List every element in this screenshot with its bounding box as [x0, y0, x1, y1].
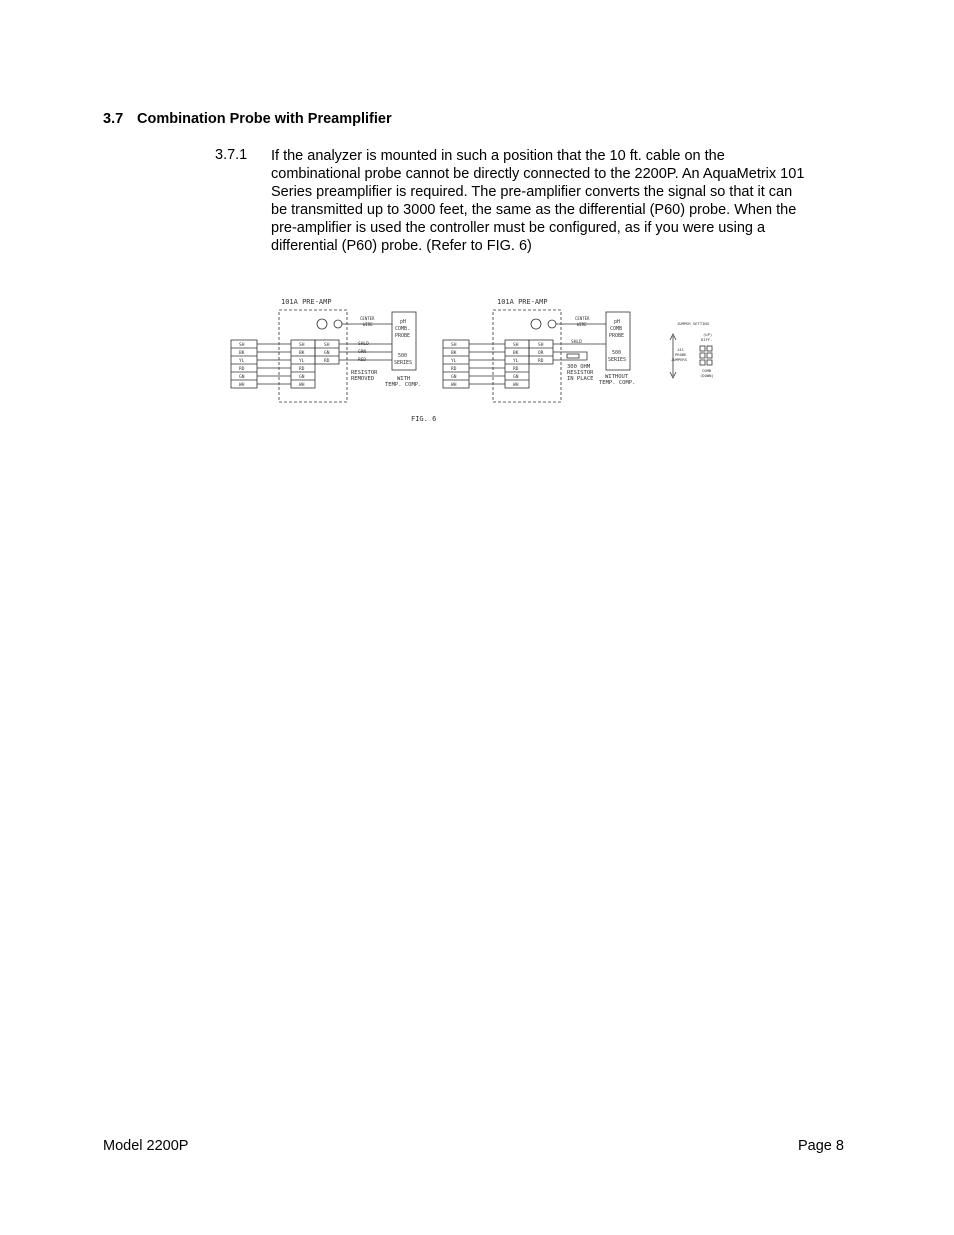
- left-terminal-label: GN: [239, 375, 245, 380]
- left-connector-icon: [334, 320, 342, 328]
- jumper-down-label: COMB: [702, 368, 712, 373]
- left-terminal-label: YL: [239, 359, 245, 364]
- left-note: RESISTOR: [351, 370, 378, 376]
- left-wire-name: SHLD: [358, 342, 369, 347]
- right-note: TEMP. COMP.: [599, 380, 636, 386]
- right-preamp-title: 101A PRE-AMP: [497, 298, 548, 306]
- wiring-diagram-figure: [225, 290, 725, 430]
- right-mid-label: RD: [513, 367, 519, 372]
- left-mid-label: BK: [299, 351, 305, 356]
- left-terminal-label: WH: [239, 383, 245, 388]
- right-terminal-label: YL: [451, 359, 457, 364]
- left-right-label: GN: [324, 351, 330, 356]
- right-probe-label: pH: [614, 319, 621, 325]
- left-wire-name: GRN: [358, 350, 367, 355]
- resistor-icon: [567, 354, 579, 358]
- left-probe-label: COMB.: [395, 326, 411, 332]
- left-wire-name: RED: [358, 358, 367, 363]
- jumper-side-label: J41: [677, 347, 684, 352]
- left-right-label: SH: [324, 343, 330, 348]
- left-right-label: RD: [324, 359, 330, 364]
- left-mid-label: GN: [299, 375, 305, 380]
- left-terminal-label: BK: [239, 351, 245, 356]
- section-heading: [103, 111, 392, 127]
- left-preamp-title: 101A PRE-AMP: [281, 298, 332, 306]
- paragraph-line: be transmitted up to 3000 feet, the same as the differential (P60) probe. When the: [271, 202, 797, 218]
- paragraph-line: If the analyzer is mounted in such a position that the 10 ft. cable on the: [271, 148, 725, 164]
- left-mid-label: RD: [299, 367, 305, 372]
- left-terminal-label: SH: [239, 343, 245, 348]
- right-terminal-label: RD: [451, 367, 457, 372]
- jumper-down-label: (DOWN): [700, 373, 714, 378]
- paragraph-body: [271, 147, 846, 255]
- left-probe-label: PROBE: [395, 333, 411, 339]
- right-wire-label: CENTER: [575, 316, 590, 321]
- paragraph-line: differential (P60) probe. (Refer to FIG. 6): [271, 238, 532, 254]
- right-note: WITHOUT: [605, 374, 629, 380]
- right-mid-label: SH: [513, 343, 519, 348]
- left-connector-icon: [317, 319, 327, 329]
- left-wire-label: CENTER: [360, 316, 375, 321]
- left-note: WITH: [397, 376, 411, 382]
- right-note: IN PLACE: [567, 376, 594, 382]
- left-note: TEMP. COMP.: [385, 382, 422, 388]
- paragraph-line: combinational probe cannot be directly connected to the 2200P. An AquaMetrix 101: [271, 166, 805, 182]
- left-probe-label: pH: [400, 319, 407, 325]
- right-note: 300 OHM: [567, 364, 591, 370]
- right-mid-label: WH: [513, 383, 519, 388]
- right-right-label: OR: [538, 351, 544, 356]
- jumper-side-label: PROBE: [675, 352, 687, 357]
- right-terminal-label: SH: [451, 343, 457, 348]
- footer-page-number: Page 8: [798, 1138, 844, 1154]
- right-right-label: RD: [538, 359, 544, 364]
- right-connector-icon: [531, 319, 541, 329]
- left-wire-label: WIRE: [363, 322, 373, 327]
- left-terminal-label: RD: [239, 367, 245, 372]
- right-series-label: SERIES: [608, 357, 627, 363]
- right-right-label: SH: [538, 343, 544, 348]
- left-series-label: 500: [398, 353, 408, 359]
- right-probe-label: COMB: [610, 326, 623, 332]
- paragraph-line: Series preamplifier is required. The pre-amplifier converts the signal so that it can: [271, 184, 793, 200]
- jumper-up-label: DIFF.: [701, 337, 713, 342]
- right-mid-label: BK: [513, 351, 519, 356]
- footer-model: Model 2200P: [103, 1138, 189, 1154]
- right-series-label: 500: [612, 350, 622, 356]
- right-terminal-label: WH: [451, 383, 457, 388]
- right-wire-label: WIRE: [577, 322, 587, 327]
- right-terminal-label: GN: [451, 375, 457, 380]
- jumper-title: JUMPER SETTING: [677, 321, 710, 326]
- jumper-up-label: (UP): [703, 332, 713, 337]
- right-terminal-label: BK: [451, 351, 457, 356]
- jumper-side-label: JUMPERS: [671, 357, 688, 362]
- right-mid-label: GN: [513, 375, 519, 380]
- paragraph-line: pre-amplifier is used the controller must be configured, as if you were using a: [271, 220, 766, 236]
- section-number: 3.7: [103, 111, 124, 127]
- left-note: REMOVED: [351, 376, 375, 382]
- left-mid-label: SH: [299, 343, 305, 348]
- right-probe-label: PROBE: [609, 333, 625, 339]
- left-mid-label: YL: [299, 359, 305, 364]
- section-title: Combination Probe with Preamplifier: [137, 111, 392, 127]
- right-note: RESISTOR: [567, 370, 594, 376]
- figure-caption: FIG. 6: [411, 415, 437, 423]
- right-connector-icon: [548, 320, 556, 328]
- left-mid-label: WH: [299, 383, 305, 388]
- right-wire-name: SHLD: [571, 340, 582, 345]
- paragraph-number: 3.7.1: [215, 147, 248, 163]
- right-mid-label: YL: [513, 359, 519, 364]
- left-series-label: SERIES: [394, 360, 413, 366]
